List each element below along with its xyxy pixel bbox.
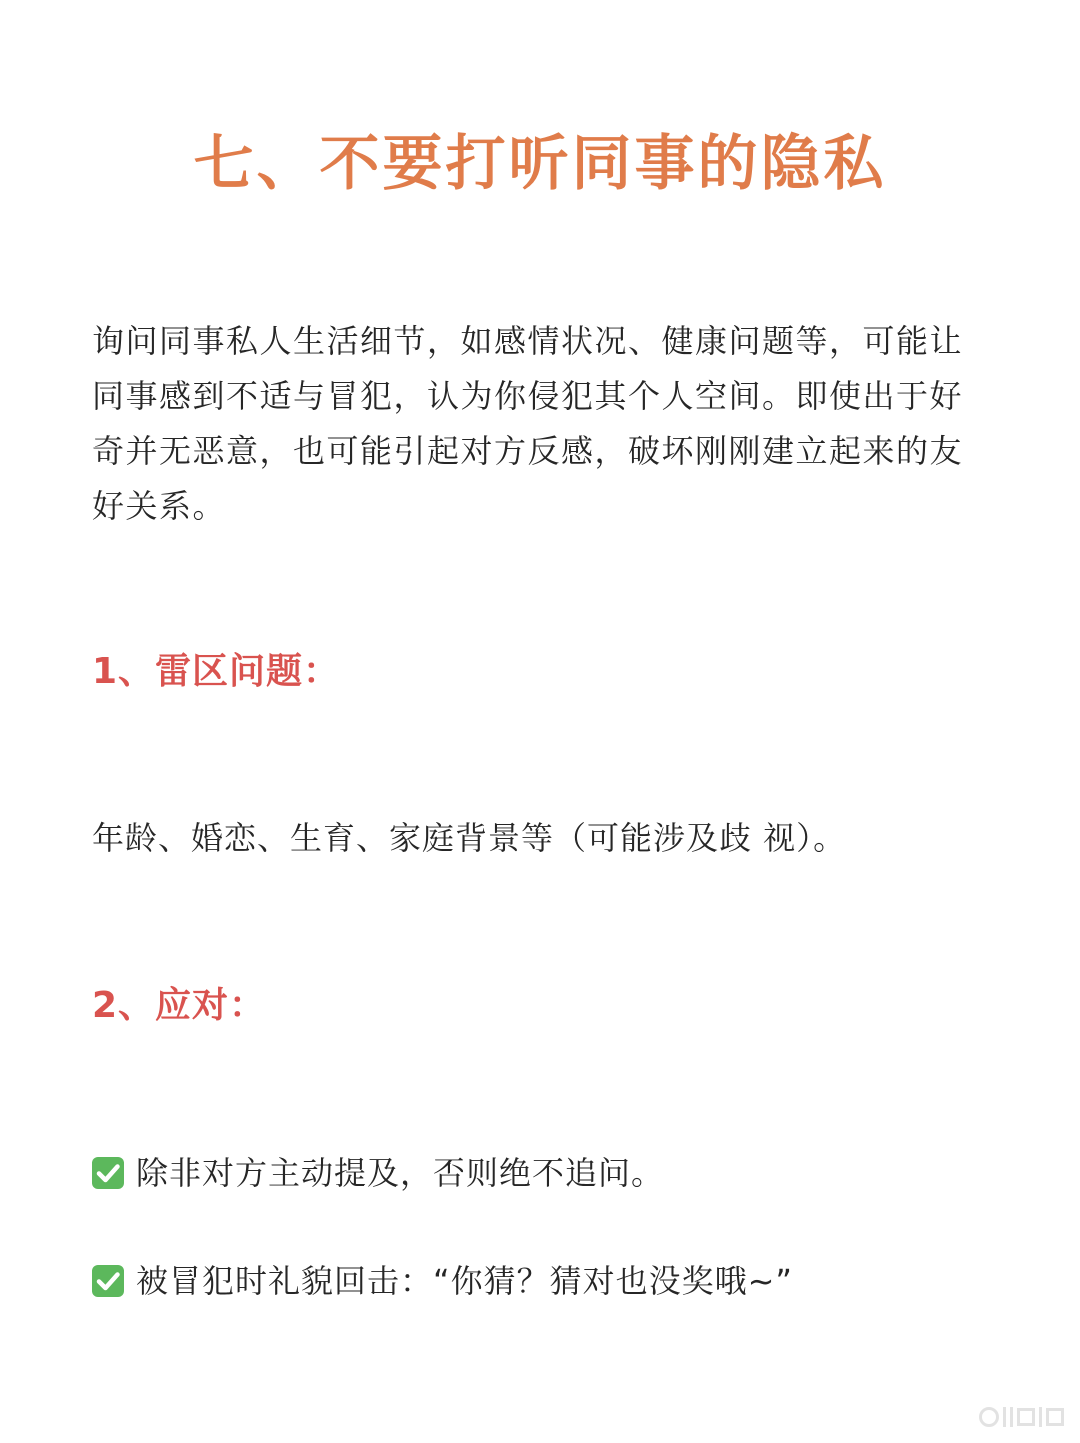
minefield-topics-text: 年龄、婚恋、生育、家庭背景等（可能涉及歧 视）。 (92, 819, 847, 857)
watermark-logo (979, 1405, 1064, 1429)
section-heading-minefield: 1、雷区问题： (92, 651, 341, 692)
response-item-text: 被冒犯时礼貌回击：“你猜？猜对也没奖哦~” (136, 1262, 793, 1300)
check-mark-icon (92, 1265, 124, 1297)
page-title: 七、不要打听同事的隐私 (193, 129, 887, 199)
response-item (92, 1149, 664, 1197)
response-item-text: 除非对方主动提及，否则绝不追问。 (136, 1154, 665, 1192)
section-heading-response: 2、应对： (92, 985, 267, 1026)
intro-paragraph: 询问同事私人生活细节，如感情状况、健康问题等，可能让同事感到不适与冒犯，认为你侵犯其个人空间。即使出于好奇并无恶意，也可能引起对方反感，破坏刚刚建立起来的友好关系。 (92, 322, 964, 525)
response-item (92, 1257, 793, 1305)
check-mark-icon (92, 1157, 124, 1189)
watermark-ring-icon (979, 1407, 999, 1427)
